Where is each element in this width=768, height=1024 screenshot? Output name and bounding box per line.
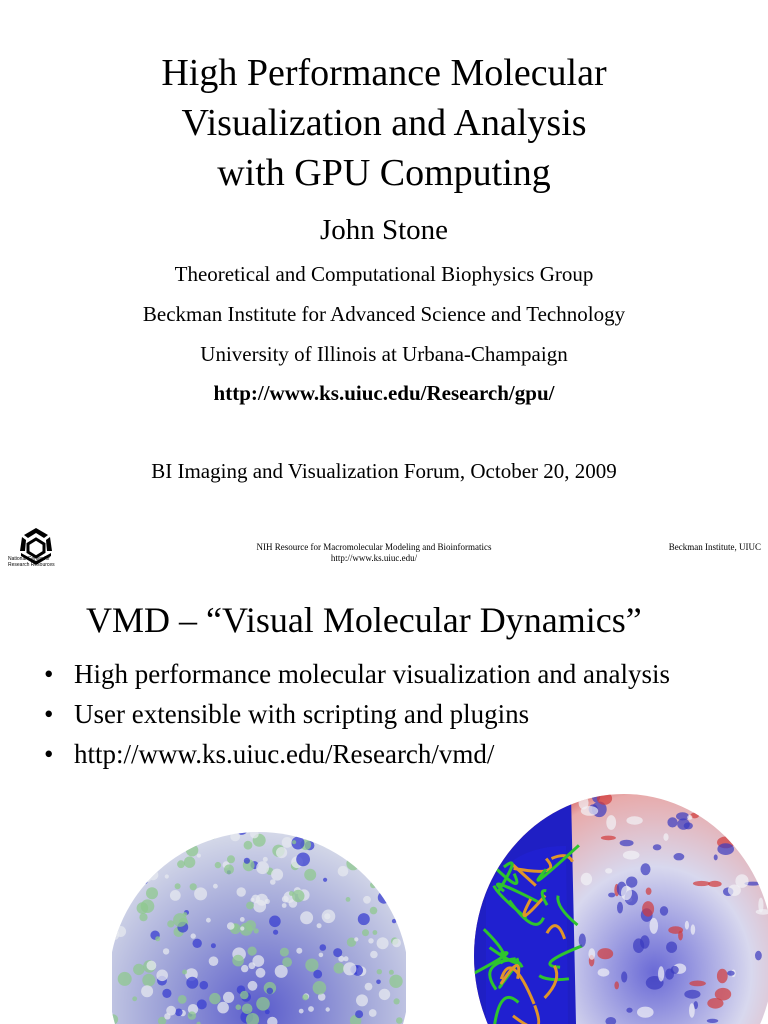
- list-item: • User extensible with scripting and plugins: [44, 694, 670, 734]
- bullet-icon: •: [44, 659, 54, 689]
- affiliation-university: University of Illinois at Urbana-Champaign: [200, 342, 568, 366]
- vmd-slide-title: VMD – “Visual Molecular Dynamics”: [86, 600, 642, 640]
- footer-institution: Beckman Institute, UIUC: [668, 542, 761, 552]
- title-line: with GPU Computing: [217, 152, 551, 194]
- title-line: High Performance Molecular: [161, 52, 607, 94]
- footer-resource-name: NIH Resource for Macromolecular Modeling and Bioinformatics: [256, 542, 492, 552]
- affiliation-institute: Beckman Institute for Advanced Science and Technology: [142, 302, 626, 326]
- list-item: • High performance molecular visualization and analysis: [44, 654, 670, 694]
- slide-title: [0, 48, 768, 198]
- virus-capsid-image: [112, 812, 406, 1024]
- ncrr-logo-caption: National Center for Research Resources: [8, 556, 55, 568]
- title-line: Visualization and Analysis: [181, 102, 587, 144]
- footer-resource-url[interactable]: http://www.ks.uiuc.edu/: [330, 553, 418, 563]
- gpu-research-link[interactable]: http://www.ks.uiuc.edu/Research/gpu/: [213, 381, 555, 405]
- vmd-link[interactable]: http://www.ks.uiuc.edu/Research/vmd/: [74, 739, 495, 769]
- footer-resource: [200, 542, 548, 564]
- bullet-icon: •: [44, 699, 54, 729]
- affiliation-group: Theoretical and Computational Biophysics Group: [174, 262, 594, 286]
- author-name: John Stone: [319, 214, 449, 246]
- list-item: [44, 734, 670, 774]
- bullet-icon: •: [44, 739, 54, 769]
- capsid-dna-cutaway-image: [456, 786, 768, 1024]
- vmd-slide: [0, 578, 768, 1024]
- event-line: BI Imaging and Visualization Forum, October 20, 2009: [151, 459, 617, 483]
- bullet-list: [44, 654, 670, 774]
